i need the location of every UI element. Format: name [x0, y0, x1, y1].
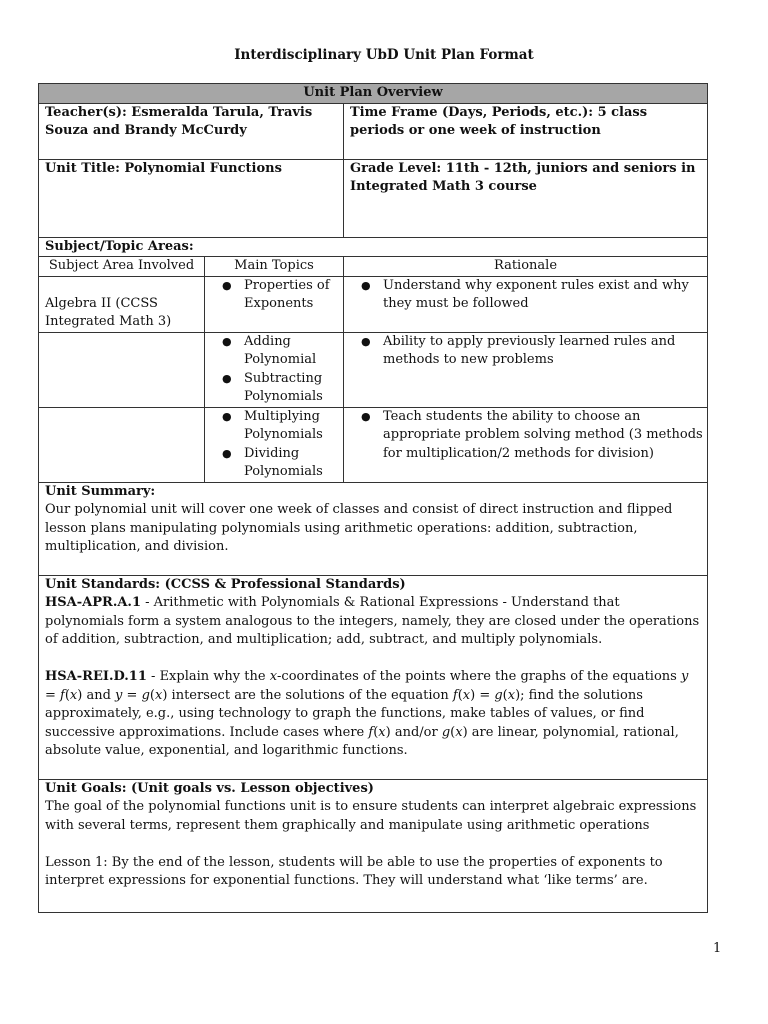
- standard-text: x: [507, 687, 516, 703]
- standard-text: (: [457, 687, 463, 703]
- standard-text: x: [269, 669, 278, 684]
- standard-text: (: [149, 687, 155, 703]
- standard-code: HSA-APR.A.1: [45, 595, 142, 610]
- rationale-item: ● Ability to apply previously learned rules and methods to new problems: [344, 333, 707, 370]
- standard-text: ) intersect are the solutions of the equation: [162, 687, 453, 703]
- teachers-cell: Teacher(s): Esmeralda Tarula, Travis Souza and Brandy McCurdy: [39, 103, 344, 159]
- standard-text: x: [154, 687, 163, 703]
- standard-text: y: [115, 687, 123, 703]
- rationale-item: ● Teach students the ability to choose an appropriate problem solving method (3 methods for multiplication/2 methods for division): [344, 408, 707, 464]
- subject-area-text: Algebra II (CCSS Integrated Math 3): [45, 295, 172, 329]
- standard-text: =: [45, 687, 61, 703]
- standard-hsa-rei-d-11: [45, 668, 701, 761]
- standard-text: (: [450, 724, 456, 740]
- unit-standards-cell: [39, 575, 708, 779]
- main-topics-cell: [205, 332, 344, 407]
- subject-area-cell: [39, 407, 205, 482]
- standard-text: ) and/or: [385, 724, 442, 740]
- subject-area-cell: [39, 276, 205, 332]
- table-row: [39, 407, 708, 482]
- rationale-item: ● Understand why exponent rules exist and why they must be followed: [344, 277, 707, 314]
- column-header-subject-area: Subject Area Involved: [39, 257, 205, 277]
- unit-goals-heading: Unit Goals: (Unit goals vs. Lesson objectives): [45, 780, 374, 796]
- unit-standards-heading: Unit Standards: (CCSS & Professional Standards): [45, 576, 406, 592]
- grade-level-cell: Grade Level: 11th - 12th, juniors and seniors in Integrated Math 3 course: [344, 159, 708, 237]
- standard-text: - Explain why the: [146, 669, 270, 684]
- table-row: [39, 276, 708, 332]
- standard-text: ); find the solutions approximately, e.g., using technology to graph the functions, make tables of values, or find successive approximations. Include cases where: [45, 687, 645, 740]
- standard-text: x: [378, 724, 386, 740]
- standard-text: f: [368, 724, 374, 740]
- standard-code: HSA-REI.D.11: [45, 669, 147, 684]
- table-row: [39, 332, 708, 407]
- topic-item: ● Properties of Exponents: [205, 277, 343, 314]
- unit-goals-cell: [39, 779, 708, 912]
- rationale-cell: [344, 407, 708, 482]
- unit-summary-cell: [39, 482, 708, 575]
- standard-text: -coordinates of the points where the graphs of the equations: [277, 669, 681, 684]
- column-header-rationale: Rationale: [344, 257, 708, 277]
- subject-area-cell: [39, 332, 205, 407]
- standard-text: (: [502, 687, 508, 703]
- topic-item: ● Dividing Polynomials: [205, 445, 343, 482]
- standard-text: g: [494, 687, 503, 703]
- standard-text: - Arithmetic with Polynomials & Rational Expressions - Understand that polynomials form a system analogous to the integers, namely, they are closed under the operations of addition, subtraction, and multiplication; add, subtract, and multiply polynomials.: [45, 595, 700, 647]
- unit-goals-text: The goal of the polynomial functions unit is to ensure students can interpret algebraic expressions with several terms, represent them graphically and manipulate using arithmetic operations: [45, 799, 697, 833]
- standard-text: ) are linear, polynomial, rational, absolute value, exponential, and logarithmic functions.: [45, 724, 679, 758]
- lesson-1-objective: Lesson 1: By the end of the lesson, students will be able to use the properties of exponents to interpret expressions for exponential functions. They will understand what ‘like terms’ are.: [45, 854, 663, 888]
- standard-text: (: [373, 724, 379, 740]
- standard-text: g: [141, 687, 150, 703]
- unit-title-cell: Unit Title: Polynomial Functions: [39, 159, 344, 237]
- page-number: 1: [713, 941, 722, 956]
- main-topics-cell: [205, 276, 344, 332]
- column-header-main-topics: Main Topics: [205, 257, 344, 277]
- rationale-cell: [344, 276, 708, 332]
- unit-plan-table: [38, 83, 708, 913]
- topic-item: ● Multiplying Polynomials: [205, 408, 343, 445]
- standard-text: x: [462, 687, 471, 703]
- unit-summary-heading: Unit Summary:: [45, 483, 156, 499]
- standard-text: (: [64, 687, 70, 703]
- standard-text: ) =: [470, 687, 495, 703]
- standard-text: x: [69, 687, 78, 703]
- topic-item: ● Subtracting Polynomials: [205, 370, 343, 407]
- topic-item: ● Adding Polynomial: [205, 333, 343, 370]
- standard-text: x: [455, 724, 463, 740]
- standard-text: g: [441, 724, 451, 740]
- time-frame-cell: Time Frame (Days, Periods, etc.): 5 class periods or one week of instruction: [344, 103, 708, 159]
- standard-text: y: [680, 669, 689, 684]
- standard-text: f: [452, 687, 458, 703]
- subject-topic-areas-header: Subject/Topic Areas:: [39, 237, 708, 257]
- standard-text: ) and: [77, 687, 116, 703]
- standard-text: f: [60, 687, 65, 703]
- main-topics-cell: [205, 407, 344, 482]
- rationale-cell: [344, 332, 708, 407]
- unit-summary-text: Our polynomial unit will cover one week of classes and consist of direct instruction and flipped lesson plans manipulating polynomials using arithmetic operations: addition, subtraction, multiplication, and division.: [45, 502, 673, 554]
- unit-plan-overview-header: Unit Plan Overview: [39, 84, 708, 104]
- document-title: Interdisciplinary UbD Unit Plan Format: [234, 47, 534, 63]
- standard-text: =: [122, 687, 142, 703]
- standard-hsa-apr-a-1: [45, 594, 701, 650]
